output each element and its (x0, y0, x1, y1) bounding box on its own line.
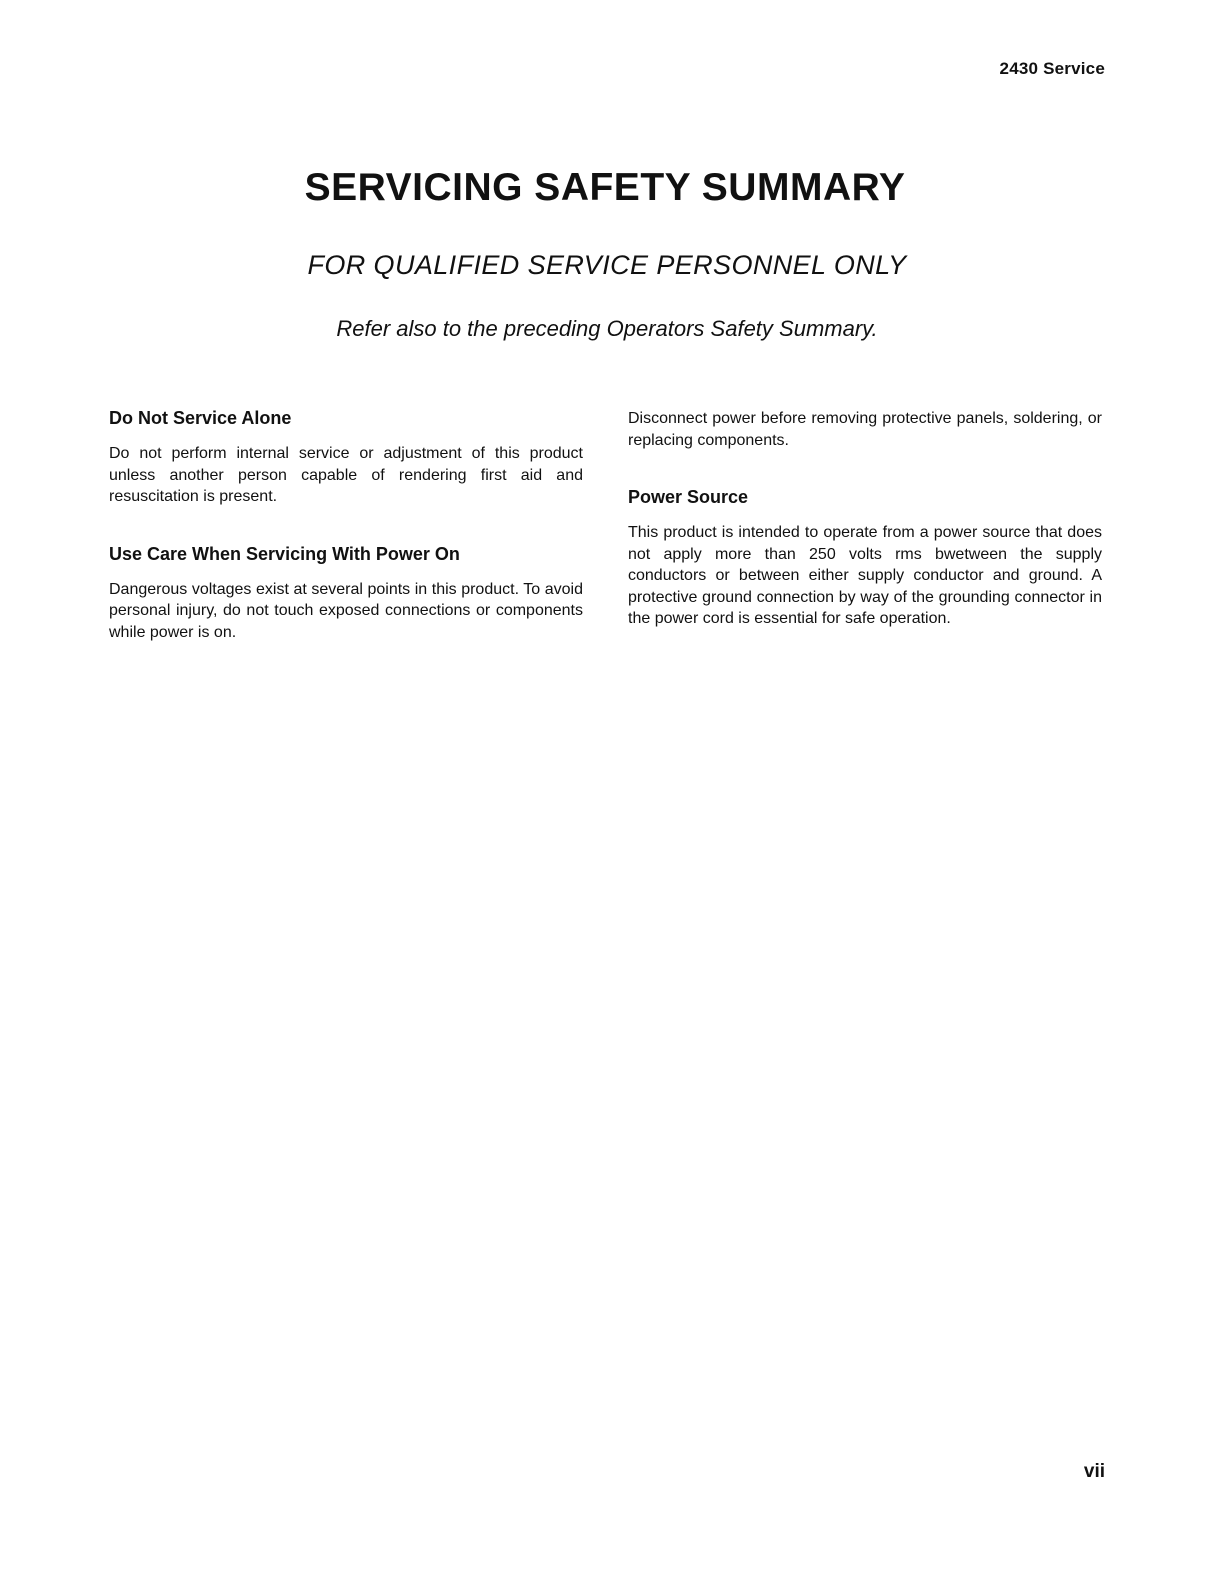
running-header: 2430 Service (999, 59, 1105, 78)
section-heading: Do Not Service Alone (109, 408, 292, 428)
refer-note: Refer also to the preceding Operators Safety Summary. (336, 316, 878, 341)
section-body: Dangerous voltages exist at several points in this product. To avoid personal injury, do not touch exposed connections or components while power is on. (109, 580, 583, 641)
section-body: This product is intended to operate from a power source that does not apply more than 250 volts rms bwetween the supply conductors or between either supply conductor and ground. A protective ground connection by way of the grounding connector in the power cord is essential for safe operation. (628, 524, 1102, 627)
page-subtitle: FOR QUALIFIED SERVICE PERSONNEL ONLY (307, 250, 907, 280)
page-title: SERVICING SAFETY SUMMARY (304, 166, 906, 209)
disconnect-power-paragraph: Disconnect power before removing protective panels, soldering, or replacing components. (628, 410, 1102, 449)
section-heading: Power Source (628, 487, 749, 507)
left-column (109, 408, 583, 679)
right-column (628, 408, 1102, 666)
section-heading: Use Care When Servicing With Power On (109, 543, 460, 564)
section-use-care-power-on (109, 544, 583, 644)
section-body: Do not perform internal service or adjustment of this product unless another person capable of rendering first aid and resuscitation is present. (109, 445, 583, 505)
section-power-source (628, 487, 1102, 630)
section-do-not-service-alone (109, 408, 583, 508)
page-number: vii (1083, 1461, 1105, 1482)
